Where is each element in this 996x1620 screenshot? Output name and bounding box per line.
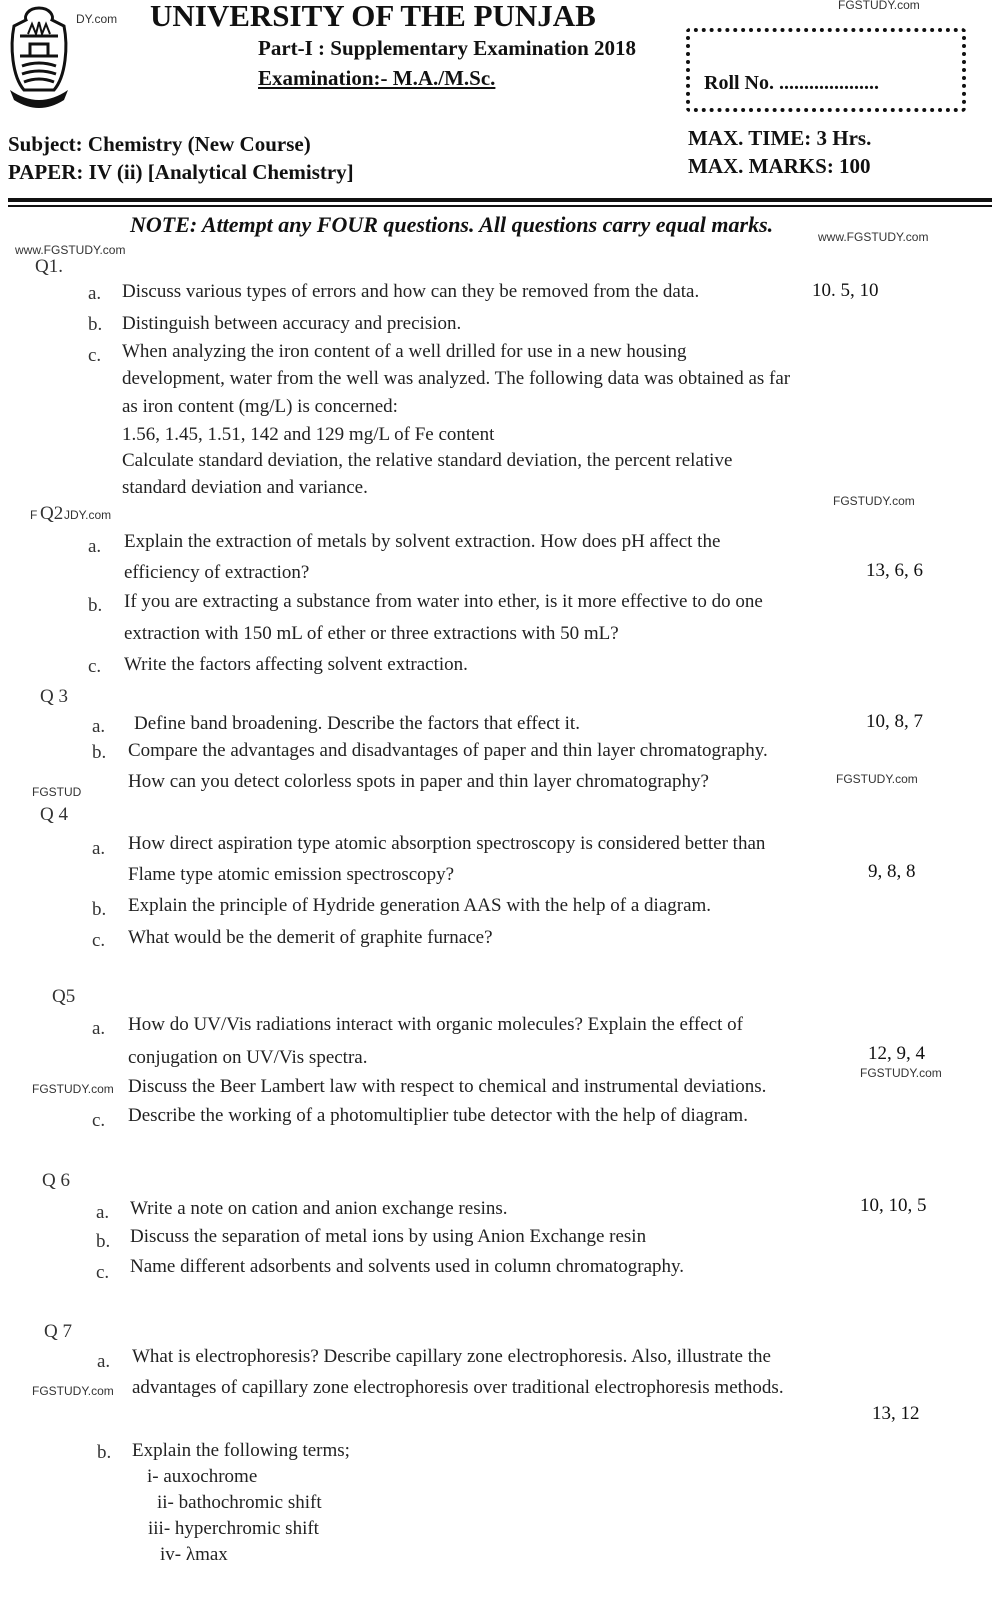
watermark: DY.com: [76, 12, 118, 26]
part-letter: c.: [96, 1262, 110, 1283]
question-text: conjugation on UV/Vis spectra.: [128, 1047, 368, 1068]
question-text: 1.56, 1.45, 1.51, 142 and 129 mg/L of Fe content: [122, 424, 495, 445]
part-letter: a.: [92, 1018, 106, 1039]
part-letter: b.: [96, 1231, 111, 1252]
part-letter: a.: [92, 838, 106, 859]
divider: [8, 198, 992, 202]
question-text: Define band broadening. Describe the factors that effect it.: [134, 713, 580, 734]
watermark: JDY.com: [64, 508, 112, 522]
question-text: Discuss the separation of metal ions by using Anion Exchange resin: [130, 1226, 647, 1247]
part-letter: c.: [88, 656, 102, 677]
watermark: FGSTUDY.com: [838, 0, 920, 12]
question-label: Q 7: [44, 1321, 72, 1342]
term-item: iv- λmax: [160, 1544, 228, 1565]
question-label: Q2: [40, 503, 64, 524]
part-letter: b.: [92, 899, 107, 920]
term-item: ii- bathochromic shift: [157, 1492, 322, 1513]
question-text: If you are extracting a substance from water into ether, is it more effective to do one: [124, 591, 763, 612]
part-letter: b.: [92, 742, 107, 763]
question-text: Discuss the Beer Lambert law with respect to chemical and instrumental deviations.: [128, 1076, 767, 1097]
question-marks: 10, 8, 7: [866, 711, 923, 732]
part-letter: a.: [96, 1202, 110, 1223]
question-text: Distinguish between accuracy and precision.: [122, 313, 462, 334]
question-text: Write a note on cation and anion exchange resins.: [130, 1198, 508, 1219]
max-time: MAX. TIME: 3 Hrs.: [688, 126, 872, 150]
question-label: Q1.: [35, 256, 63, 277]
question-text: Discuss various types of errors and how can they be removed from the data.: [122, 281, 700, 302]
term-item: iii- hyperchromic shift: [148, 1518, 319, 1539]
watermark: www.FGSTUDY.com: [15, 243, 126, 257]
question-label: Q5: [52, 986, 76, 1007]
question-text: How can you detect colorless spots in paper and thin layer chromatography?: [128, 771, 709, 792]
question-marks: 12, 9, 4: [868, 1043, 925, 1064]
question-marks: 13, 12: [872, 1403, 920, 1424]
question-text: How do UV/Vis radiations interact with organic molecules? Explain the effect of: [128, 1014, 743, 1035]
question-text: What is electrophoresis? Describe capillary zone electrophoresis. Also, illustrate the: [132, 1346, 771, 1367]
divider: [8, 205, 992, 207]
question-text: standard deviation and variance.: [122, 477, 368, 498]
university-title: UNIVERSITY OF THE PUNJAB: [150, 0, 596, 33]
watermark: FGSTUDY.com: [833, 494, 915, 508]
question-label: Q 3: [40, 686, 68, 707]
part-letter: a.: [97, 1351, 111, 1372]
question-text: Calculate standard deviation, the relative standard deviation, the percent relative: [122, 450, 733, 471]
part-letter: c.: [92, 930, 106, 951]
question-text: How direct aspiration type atomic absorption spectroscopy is considered better than: [128, 833, 766, 854]
question-text: Explain the extraction of metals by solvent extraction. How does pH affect the: [124, 531, 721, 552]
question-text: When analyzing the iron content of a well drilled for use in a new housing: [122, 341, 687, 362]
note: NOTE: Attempt any FOUR questions. All questions carry equal marks.: [130, 212, 774, 237]
part-letter: b.: [88, 314, 103, 335]
question-text: Explain the following terms;: [132, 1440, 350, 1461]
university-logo: [8, 6, 70, 108]
question-text: Describe the working of a photomultiplier tube detector with the help of diagram.: [128, 1105, 748, 1126]
watermark: FGSTUDY.com: [32, 1384, 114, 1398]
part-letter: c.: [88, 345, 102, 366]
question-marks: 10, 10, 5: [860, 1195, 927, 1216]
question-text: Write the factors affecting solvent extraction.: [124, 654, 468, 675]
question-text: as iron content (mg/L) is concerned:: [122, 396, 398, 417]
watermark: FGSTUDY.com: [860, 1066, 942, 1080]
watermark: www.FGSTUDY.com: [818, 230, 929, 244]
roll-number: Roll No. ....................: [704, 72, 879, 94]
examination: Examination:- M.A./M.Sc.: [258, 66, 496, 90]
subject: Subject: Chemistry (New Course): [8, 132, 311, 156]
watermark: FGSTUDY.com: [32, 1082, 114, 1096]
question-text: Explain the principle of Hydride generation AAS with the help of a diagram.: [128, 895, 712, 916]
question-marks: 13, 6, 6: [866, 560, 923, 581]
part-letter: b.: [97, 1442, 112, 1463]
question-text: Compare the advantages and disadvantages of paper and thin layer chromatography.: [128, 740, 768, 761]
term-item: i- auxochrome: [147, 1466, 258, 1487]
question-marks: 10. 5, 10: [812, 280, 879, 301]
question-text: What would be the demerit of graphite furnace?: [128, 927, 493, 948]
question-text: Flame type atomic emission spectroscopy?: [128, 864, 455, 885]
question-text: advantages of capillary zone electrophoresis over traditional electrophoresis methods.: [132, 1377, 784, 1398]
watermark: FGSTUDY.com: [836, 772, 918, 786]
question-text: efficiency of extraction?: [124, 562, 310, 583]
question-text: development, water from the well was analyzed. The following data was obtained as far: [122, 368, 791, 389]
part-letter: a.: [88, 283, 102, 304]
roll-number-box: [686, 28, 966, 112]
max-marks: MAX. MARKS: 100: [688, 154, 871, 178]
part-letter: c.: [92, 1110, 106, 1131]
part-letter: a.: [92, 716, 106, 737]
paper: PAPER: IV (ii) [Analytical Chemistry]: [8, 160, 354, 184]
part-letter: b.: [88, 595, 103, 616]
exam-part: Part-I : Supplementary Examination 2018: [258, 36, 636, 60]
question-text: extraction with 150 mL of ether or three extractions with 50 mL?: [124, 623, 619, 644]
question-label: Q 6: [42, 1170, 70, 1191]
question-text: Name different adsorbents and solvents used in column chromatography.: [130, 1256, 685, 1277]
question-marks: 9, 8, 8: [868, 861, 916, 882]
part-letter: a.: [88, 536, 102, 557]
watermark: FGSTUD: [32, 785, 82, 799]
watermark: F: [30, 508, 38, 522]
question-label: Q 4: [40, 804, 68, 825]
